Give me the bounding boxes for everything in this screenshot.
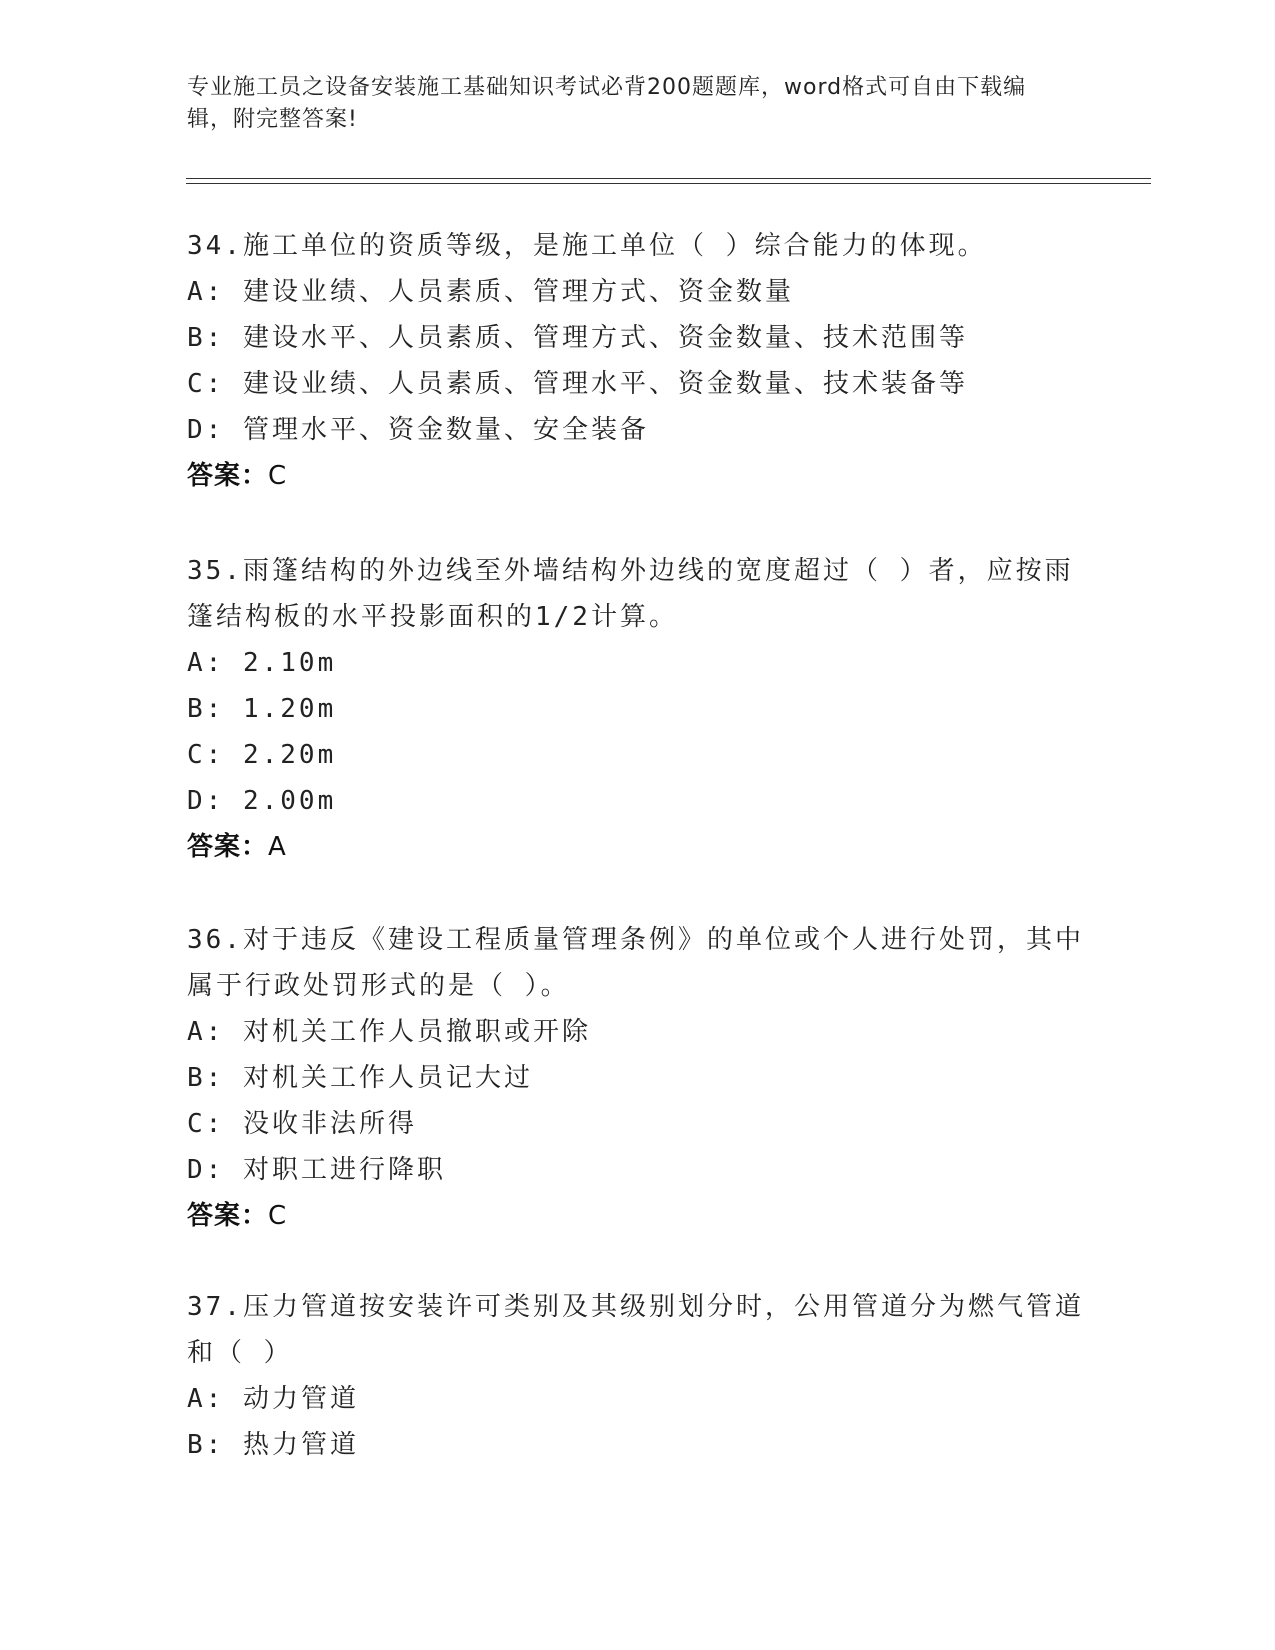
option-a: A: 2.10m [187,648,337,678]
answer-label: 答案： [187,1201,269,1231]
question-stem [187,1284,1087,1376]
answer-value: A [268,832,287,862]
document-header: 专业施工员之设备安装施工基础知识考试必背200题题库，word格式可自由下载编辑，附完整答案! [187,75,1027,132]
question-stem [187,917,1087,1009]
header-divider-top [186,178,1151,179]
header-divider-bottom [186,183,1151,184]
question-text: 压力管道按安装许可类别及其级别划分时，公用管道分为燃气管道和（ ） [187,1292,1084,1368]
option-b: B: 1.20m [187,694,337,724]
option-c: C: 建设业绩、人员素质、管理水平、资金数量、技术装备等 [187,369,968,399]
option-a: A: 对机关工作人员撤职或开除 [187,1017,591,1047]
question-number: 35. [187,556,243,586]
option-b: B: 对机关工作人员记大过 [187,1063,533,1093]
option-c: C: 2.20m [187,740,337,770]
question-stem [187,548,1087,640]
question-number: 36. [187,925,243,955]
question-text: 雨篷结构的外边线至外墙结构外边线的宽度超过（ ）者，应按雨篷结构板的水平投影面积的1/2计算。 [187,556,1074,632]
answer-label: 答案： [187,461,269,491]
option-d: D: 2.00m [187,786,337,816]
option-d: D: 管理水平、资金数量、安全装备 [187,415,649,445]
question-36 [187,917,1087,1239]
answer-label: 答案： [187,832,269,862]
answer-value: C [268,1201,288,1231]
option-b: B: 热力管道 [187,1430,359,1460]
question-number: 37. [187,1292,243,1322]
option-a: A: 动力管道 [187,1384,359,1414]
option-a: A: 建设业绩、人员素质、管理方式、资金数量 [187,277,794,307]
answer-line [187,453,1087,499]
question-text: 施工单位的资质等级，是施工单位（ ）综合能力的体现。 [242,231,987,261]
answer-value: C [268,461,288,491]
answer-line [187,824,1087,870]
question-34 [187,223,1087,499]
option-c: C: 没收非法所得 [187,1109,417,1139]
question-37 [187,1284,1087,1468]
question-number: 34. [187,231,243,261]
question-35 [187,548,1087,870]
question-text: 对于违反《建设工程质量管理条例》的单位或个人进行处罚，其中属于行政处罚形式的是（ ）。 [187,925,1084,1001]
option-b: B: 建设水平、人员素质、管理方式、资金数量、技术范围等 [187,323,968,353]
option-d: D: 对职工进行降职 [187,1155,446,1185]
answer-line [187,1193,1087,1239]
question-stem [187,223,1087,269]
